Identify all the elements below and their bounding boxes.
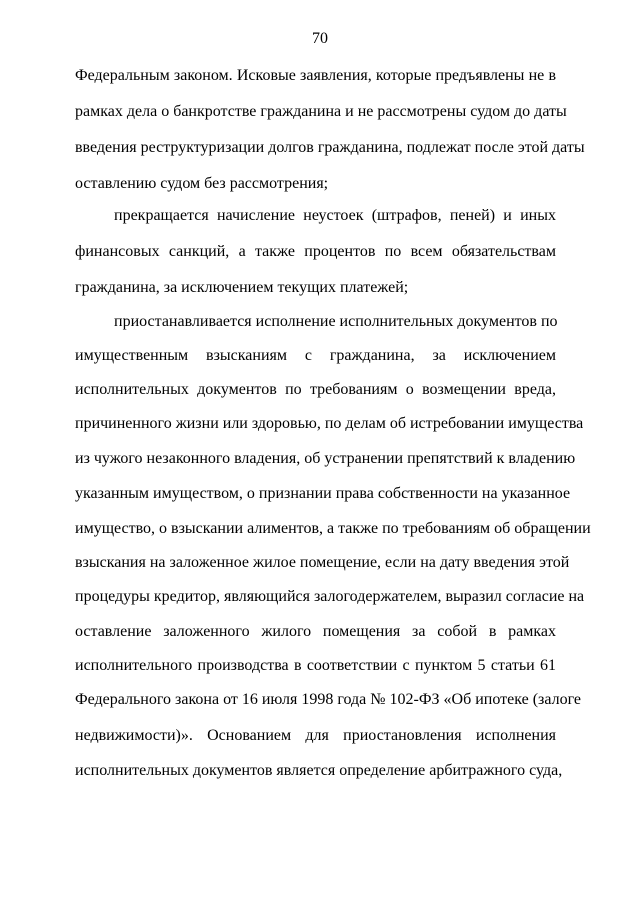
text-line: причиненного жизни или здоровью, по делам об истребовании имущества — [75, 415, 584, 432]
text-line: из чужого незаконного владения, об устранении препятствий к владению — [75, 450, 576, 467]
text-line: Федерального закона от 16 июля 1998 года № 102-ФЗ «Об ипотеке (залоге — [75, 691, 582, 708]
text-line: исполнительного производства в соответствии с пунктом 5 статьи 61 — [75, 657, 556, 674]
text-line: указанным имуществом, о признании права собственности на указанное — [75, 485, 571, 502]
text-line: имущество, о взыскании алиментов, а также по требованиям об обращении — [75, 520, 591, 537]
text-line: приостанавливается исполнение исполнительных документов по — [114, 313, 558, 330]
text-line: имущественным взысканиям с гражданина, за исключением — [75, 347, 556, 364]
text-line: рамках дела о банкротстве гражданина и не рассмотрены судом до даты — [75, 103, 567, 120]
text-line: гражданина, за исключением текущих платежей; — [75, 279, 409, 296]
text-line: взыскания на заложенное жилое помещение, если на дату введения этой — [75, 554, 570, 571]
text-line: исполнительных документов является определение арбитражного суда, — [75, 762, 563, 779]
text-line: Федеральным законом. Исковые заявления, которые предъявлены не в — [75, 67, 556, 84]
text-line: оставлению судом без рассмотрения; — [75, 175, 329, 192]
text-line: оставление заложенного жилого помещения за собой в рамках — [75, 623, 556, 640]
page-number: 70 — [312, 30, 328, 47]
text-line: введения реструктуризации долгов гражданина, подлежат после этой даты — [75, 139, 585, 156]
text-line: процедуры кредитор, являющийся залогодержателем, выразил согласие на — [75, 588, 585, 605]
text-line: финансовых санкций, а также процентов по всем обязательствам — [75, 243, 556, 260]
text-line: исполнительных документов по требованиям о возмещении вреда, — [75, 381, 556, 398]
text-line: прекращается начисление неустоек (штрафов, пеней) и иных — [114, 207, 556, 224]
text-line: недвижимости)». Основанием для приостановления исполнения — [75, 727, 556, 744]
